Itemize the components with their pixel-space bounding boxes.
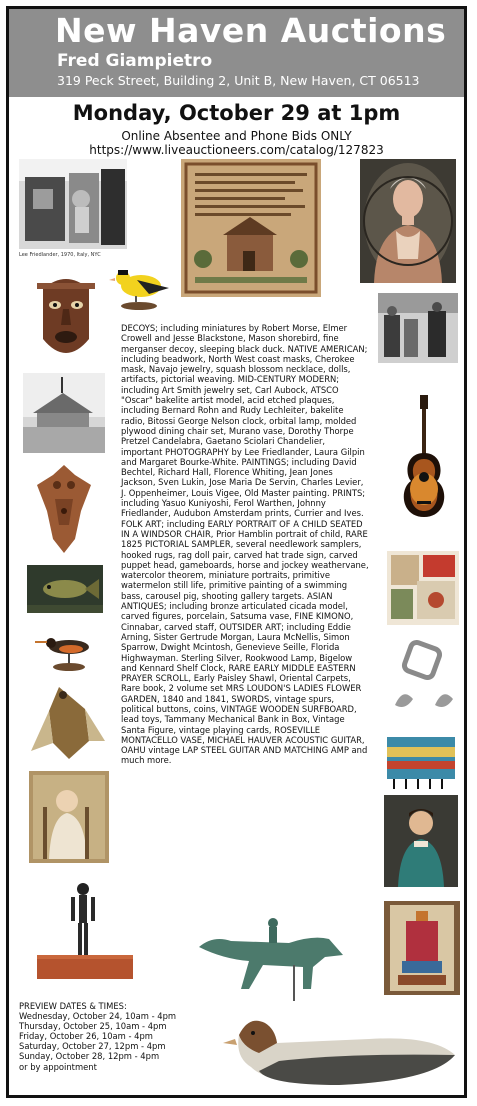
- pictorial-sampler-image: [181, 159, 321, 297]
- owner-name: Fred Giampietro: [57, 51, 213, 71]
- photo-caption: Lee Friedlander, 1970, Italy, NYC: [19, 252, 101, 258]
- folk-art-collage: [387, 551, 459, 625]
- preview-line: Saturday, October 27, 12pm - 4pm: [19, 1041, 166, 1052]
- auction-description: DECOYS; including miniatures by Robert Morse, Elmer Crowell and Jesse Blackstone, Mason shorebird, fine merganser decoy, sleeping black duck. NATIVE AMERICAN; including beadwork, North West coast masks, Cherokee mask, Navajo jewelry, squash blossom necklace, dolls, artifacts, pictorial weaving. MID-CENTURY MODERN; including Art Smith jewelry set, Carl Aubock, ATSCO "Oscar" bakelite artist model, acid etched plaques, including Bernard Rohn and Rudy Lechleiter, bakelite radio, Bitossi George Nelson clock, orbital lamp, molded plywood dining chair set, Murano vase, Dorothy Thorpe Pretzel Candelabra, Gaetano Sciolari Chandelier, important PHOTOGRAPHY by Lee Friedlander, Laura Gilpin and Margaret Bourke-White. PAINTINGS; including David Bechtel, Richard Hall, Florence Whiting, Jean Jones Jackson, Sven Lukin, Jose Maria De Servin, Charles Levier, J. Oppenheimer, Louis Vigee, Old Master painting. PRINTS; including Yasuo Kuniyoshi, Ferol Warthen, Johnny Friedlander, Audubon Amsterdam prints, Currier and Ives. FOLK ART; including EARLY PORTRAIT OF A CHILD SEATED IN A WINDSOR CHAIR, Prior Hamblin portrait of child, RARE 1825 PICTORIAL SAMPLER, several needlework samplers, hooked rugs, rag doll pair, carved hat trade sign, carved puppet head, gameboards, horse and jockey weathervane, watercolor theorem, miniature portraits, primitive watermelon still life, primitive painting of a swimming bass, carousel pig, shooting gallery targets. ASIAN ANTIQUES; including bronze articulated cicada model, carved figures, porcelain, Satsuma vase, FINE KIMONO, Cinnabar, carved staff, OUTSIDER ART; including Eddie Arning, Sister Gertrude Morgan, Laura McNellis, Simon Sparrow, Dwight Mcintosh, Genevieve Seille, Florida Highwayman. Sterling Silver, Rookwood Lamp, Bigelow and Kennard Shelf Clock, RARE EARLY MIDDLE EASTERN PRAYER SCROLL, Early Paisley Shawl, Oriental Carpets, Rare book, 2 volume set MRS LOUDON'S LADIES FLOWER GARDEN, 1840 and 1841, SWORDS, vintage spurs, political buttons, coins, VINTAGE WOODEN SURFBOARD, lead toys, Tammany Mechanical Bank in Box, Vintage Santa Figure, vintage playing cards, ROSEVILLE MONTACELLO VASE, MICHAEL HAUVER ACOUSTIC GUITAR, OAHU vintage LAP STEEL GUITAR AND MATCHING AMP and much more.: [121, 323, 369, 766]
- sterling-jewelry-image: [389, 639, 459, 723]
- preview-line: Friday, October 26, 10am - 4pm: [19, 1031, 153, 1042]
- child-windsor-chair-portrait: [29, 771, 109, 863]
- preview-line: Wednesday, October 24, 10am - 4pm: [19, 1011, 177, 1022]
- header-banner: [9, 9, 464, 97]
- address: 319 Peck Street, Building 2, Unit B, New Haven, CT 06513: [57, 73, 420, 88]
- preview-heading: PREVIEW DATES & TIMES:: [19, 1001, 127, 1011]
- preview-line: or by appointment: [19, 1061, 97, 1072]
- beaded-bag-image: [383, 731, 459, 789]
- friedlander-photo: [19, 159, 127, 249]
- carved-goldfinch-image: [109, 264, 177, 314]
- documentary-photo: [378, 293, 458, 363]
- preview-schedule: [19, 1001, 219, 1072]
- preview-line: Sunday, October 28, 12pm - 4pm: [19, 1051, 160, 1062]
- merganser-decoy-image: [219, 1009, 467, 1095]
- catalog-link[interactable]: https://www.liveauctioneers.com/catalog/127823: [89, 143, 384, 157]
- bids-note: Online Absentee and Phone Bids ONLY: [121, 129, 352, 143]
- shorebird-decoy-image: [35, 627, 105, 675]
- preview-line: Thursday, October 25, 10am - 4pm: [19, 1021, 167, 1032]
- bass-painting-image: [27, 565, 103, 613]
- horse-jockey-weathervane: [193, 907, 349, 1001]
- flyer-frame: [6, 6, 467, 1098]
- architecture-photo: [23, 373, 105, 453]
- bronze-cicada-image: [29, 681, 107, 763]
- sale-date: Monday, October 29 at 1pm: [72, 101, 401, 125]
- portrait-painting-woman: [360, 159, 456, 283]
- prior-hamblin-child-portrait: [384, 795, 458, 887]
- carved-owl-figure: [35, 459, 93, 557]
- pictorial-weaving-image: [384, 901, 460, 995]
- auction-house-title: New Haven Auctions: [55, 11, 447, 50]
- carved-mask-image: [33, 269, 99, 369]
- bakelite-artist-model-image: [31, 877, 139, 987]
- acoustic-guitar-image: [393, 393, 455, 521]
